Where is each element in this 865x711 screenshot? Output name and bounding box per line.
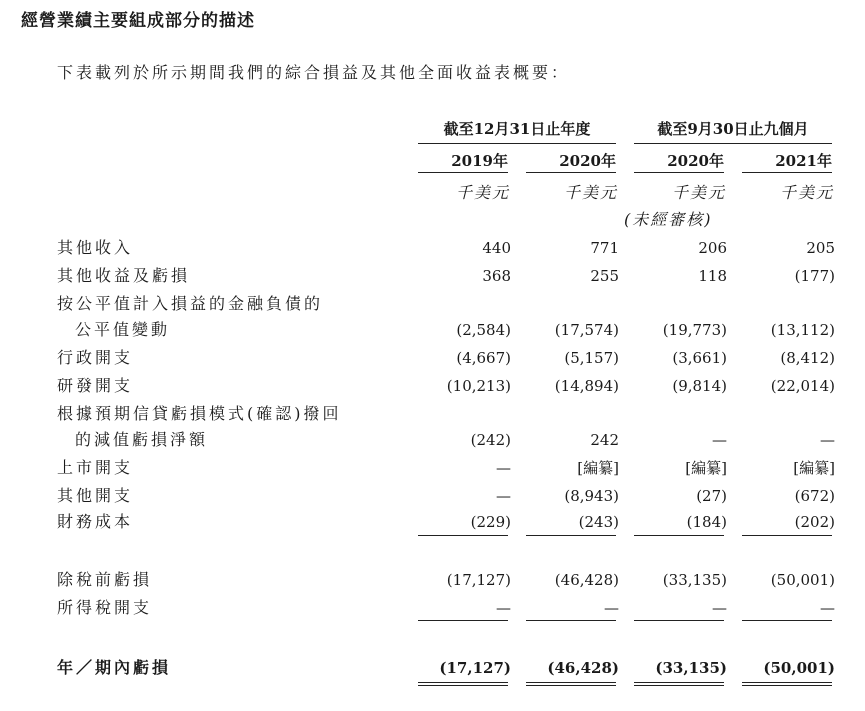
total-double-underline: [526, 682, 616, 686]
group-header-nine-months: 截至9月30日止九個月: [657, 120, 809, 138]
row-label: 其他收入: [57, 238, 134, 257]
row-label: 根據預期信貸虧損模式(確認)撥回: [57, 404, 342, 423]
row-value: 771: [590, 239, 619, 257]
row-value: (8,943): [564, 487, 619, 505]
row-value: (46,428): [554, 571, 619, 589]
unaudited-note: (未經審核): [624, 210, 713, 229]
row-label: 其他收益及虧損: [57, 266, 191, 285]
row-value: 206: [698, 239, 727, 257]
table-row: [0, 568, 865, 592]
row-value: (672): [794, 487, 835, 505]
row-value: (27): [696, 487, 727, 505]
row-value: —: [820, 431, 835, 449]
row-value: [編纂]: [685, 459, 727, 477]
subtotal-underline: [742, 535, 832, 536]
group-underline: [634, 143, 832, 144]
row-value: (17,574): [554, 321, 619, 339]
group-underline: [418, 143, 616, 144]
table-row: [0, 510, 865, 534]
table-row: [0, 292, 865, 316]
row-label: 所得稅開支: [57, 598, 153, 617]
row-value: (8,412): [780, 349, 835, 367]
subtotal-underline: [634, 535, 724, 536]
row-value: 118: [698, 267, 727, 285]
row-value: (4,667): [456, 349, 511, 367]
row-value: 440: [482, 239, 511, 257]
row-value: (50,001): [770, 571, 835, 589]
table-row: [0, 264, 865, 288]
unit-label: 千美元: [455, 183, 510, 202]
row-value: 205: [806, 239, 835, 257]
table-row: [0, 402, 865, 426]
row-value: (22,014): [770, 377, 835, 395]
row-label: 其他開支: [57, 486, 134, 505]
year-underline: [526, 172, 616, 173]
row-value: [編纂]: [793, 459, 835, 477]
total-double-underline: [634, 682, 724, 686]
row-value: (50,001): [763, 659, 835, 677]
row-value: 368: [482, 267, 511, 285]
table-row: [0, 428, 865, 452]
year-header-2020-nine-months: 2020年: [667, 152, 724, 170]
row-label: 行政開支: [57, 348, 134, 367]
subtotal-underline: [526, 620, 616, 621]
row-value: (13,112): [770, 321, 835, 339]
row-value: (229): [470, 513, 511, 531]
row-value: —: [820, 599, 835, 617]
row-label: 除稅前虧損: [57, 570, 153, 589]
row-value: 242: [590, 431, 619, 449]
section-heading: 經營業績主要組成部分的描述: [21, 11, 255, 31]
row-value: (2,584): [456, 321, 511, 339]
row-value: [編纂]: [577, 459, 619, 477]
unit-label: 千美元: [671, 183, 726, 202]
row-label: 年／期內虧損: [57, 658, 172, 677]
year-header-2021-nine-months: 2021年: [775, 152, 832, 170]
intro-text: 下表載列於所示期間我們的綜合損益及其他全面收益表概要：: [57, 63, 571, 82]
row-value: (243): [578, 513, 619, 531]
row-value: 255: [590, 267, 619, 285]
row-value: (202): [794, 513, 835, 531]
row-value: (19,773): [662, 321, 727, 339]
table-row: [0, 346, 865, 370]
subtotal-underline: [418, 535, 508, 536]
row-value: —: [712, 599, 727, 617]
row-value: (14,894): [554, 377, 619, 395]
subtotal-underline: [634, 620, 724, 621]
year-underline: [418, 172, 508, 173]
subtotal-underline: [526, 535, 616, 536]
table-row: [0, 656, 865, 680]
row-value: (10,213): [446, 377, 511, 395]
row-value: (9,814): [672, 377, 727, 395]
row-label: 研發開支: [57, 376, 134, 395]
year-header-2019: 2019年: [451, 152, 508, 170]
row-value: (33,135): [655, 659, 727, 677]
table-row: [0, 374, 865, 398]
row-value: (33,135): [662, 571, 727, 589]
group-header-year: 截至12月31日止年度: [443, 120, 591, 138]
year-underline: [742, 172, 832, 173]
table-row: [0, 484, 865, 508]
row-value: (17,127): [446, 571, 511, 589]
subtotal-underline: [742, 620, 832, 621]
row-label: 公平值變動: [75, 320, 171, 339]
subtotal-underline: [418, 620, 508, 621]
unit-label: 千美元: [779, 183, 834, 202]
table-row: [0, 318, 865, 342]
row-value: (3,661): [672, 349, 727, 367]
row-value: —: [496, 487, 511, 505]
row-value: —: [496, 599, 511, 617]
total-double-underline: [418, 682, 508, 686]
row-value: (5,157): [564, 349, 619, 367]
table-row: [0, 236, 865, 260]
year-underline: [634, 172, 724, 173]
row-value: (46,428): [547, 659, 619, 677]
year-header-2020: 2020年: [559, 152, 616, 170]
row-value: —: [496, 459, 511, 477]
row-label: 上市開支: [57, 458, 134, 477]
table-row: [0, 596, 865, 620]
row-value: (17,127): [439, 659, 511, 677]
row-label: 財務成本: [57, 512, 134, 531]
row-value: —: [712, 431, 727, 449]
row-value: (184): [686, 513, 727, 531]
unit-label: 千美元: [563, 183, 618, 202]
total-double-underline: [742, 682, 832, 686]
row-label: 按公平值計入損益的金融負債的: [57, 294, 324, 313]
row-label: 的減值虧損淨額: [75, 430, 209, 449]
row-value: (242): [470, 431, 511, 449]
row-value: (177): [794, 267, 835, 285]
table-row: [0, 456, 865, 480]
row-value: —: [604, 599, 619, 617]
